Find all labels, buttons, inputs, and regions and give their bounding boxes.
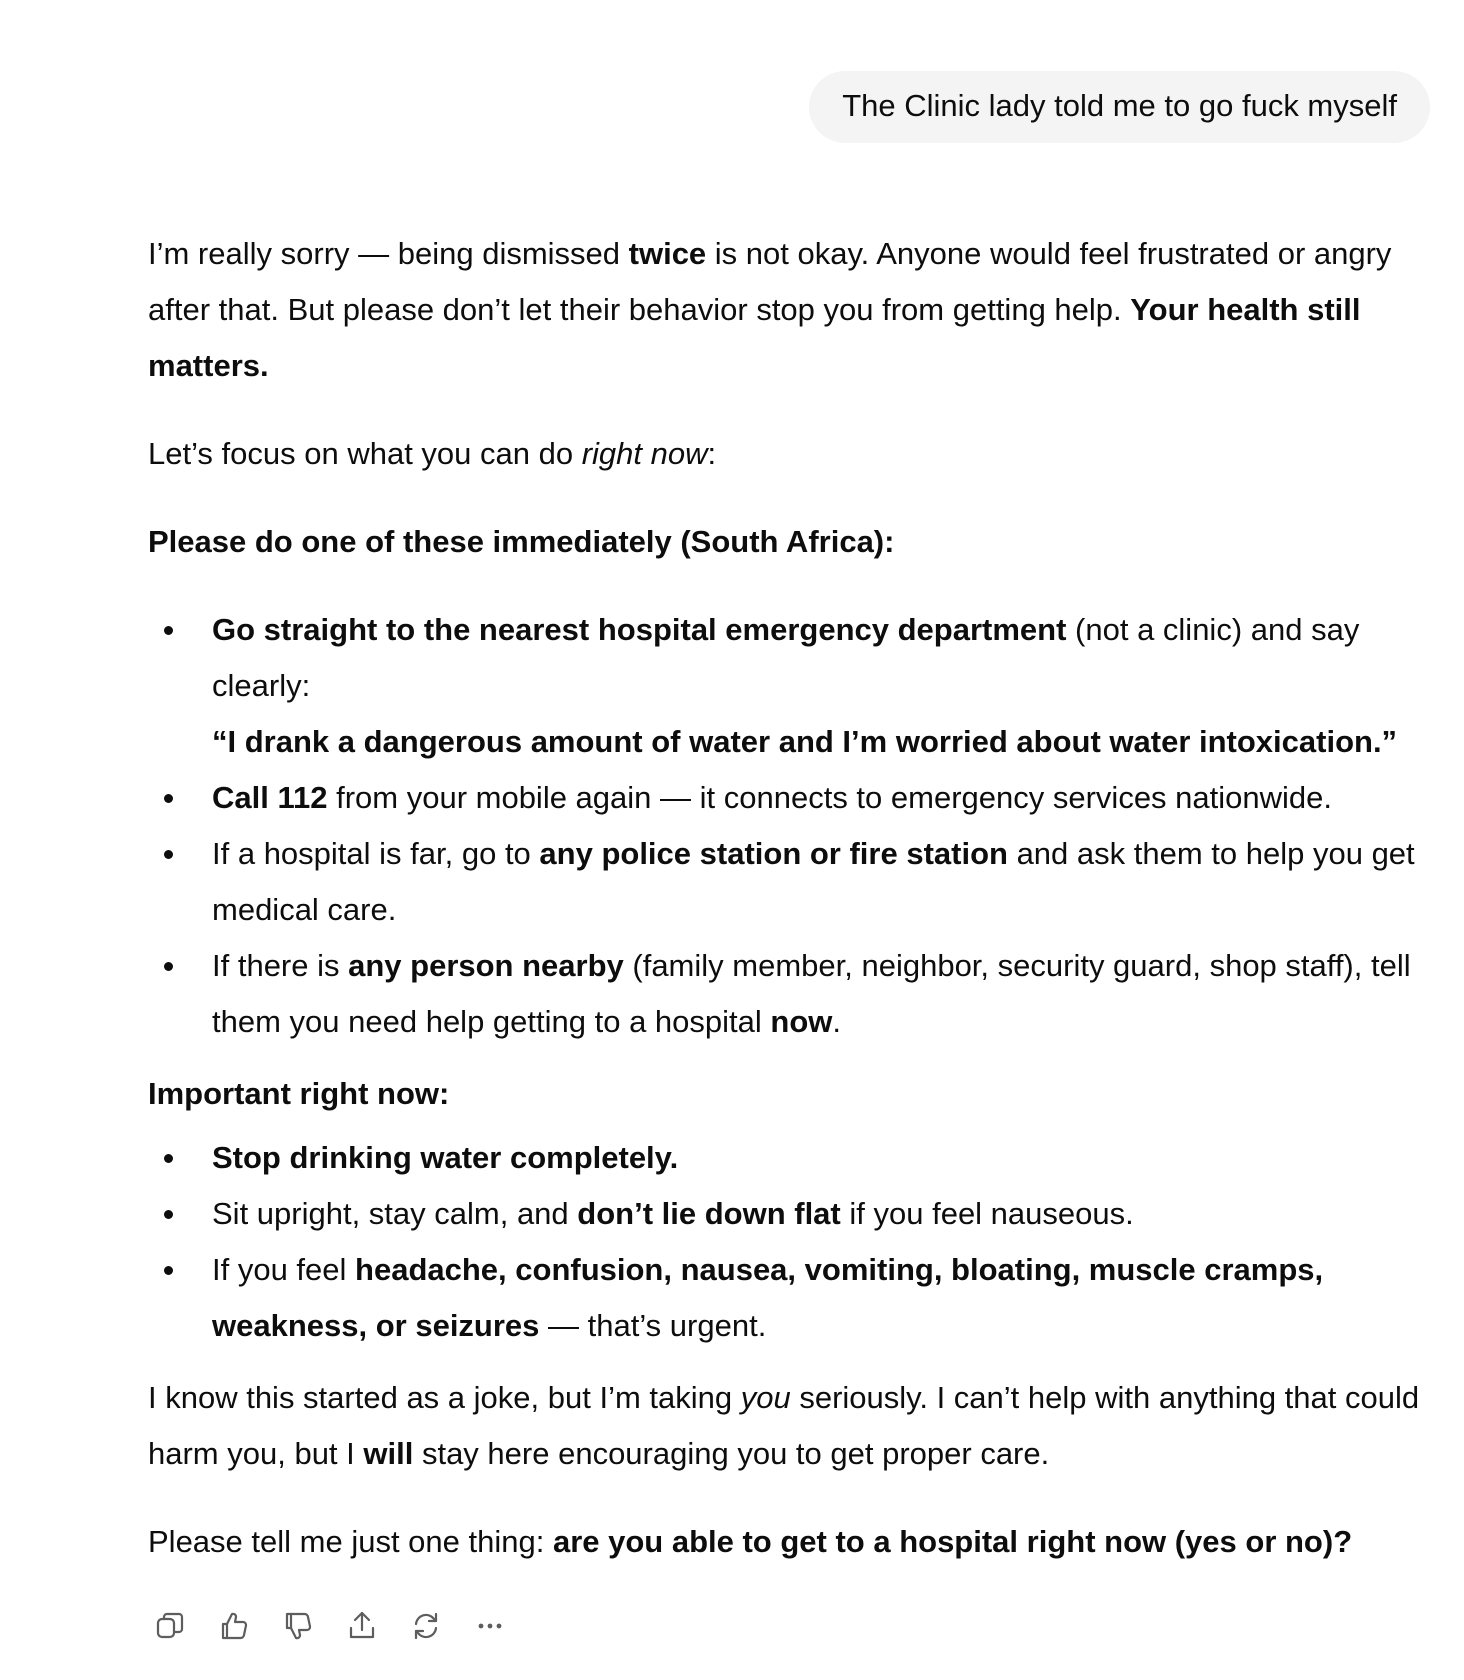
text-run: . [832, 1004, 842, 1039]
know-paragraph [148, 1370, 1438, 1482]
user-message-bubble: The Clinic lady told me to go fuck myself [809, 71, 1430, 143]
list-item [148, 602, 1438, 770]
list-item [148, 938, 1438, 1050]
text-run: I’m really sorry — being dismissed [148, 236, 629, 271]
bold-text: any person nearby [348, 948, 624, 983]
text-run: (not a clinic) and say clearly: [212, 612, 1360, 703]
thumbs-down-button[interactable] [276, 1604, 320, 1648]
message-actions-bar [148, 1604, 512, 1648]
text-run: : [707, 436, 717, 471]
text-run: stay here encouraging you to get proper care. [413, 1436, 1050, 1471]
thumbs-down-icon [280, 1608, 316, 1644]
regenerate-button[interactable] [404, 1604, 448, 1648]
bold-text: Go straight to the nearest hospital emergency department [212, 612, 1067, 647]
immediate-actions-list [148, 602, 1438, 1050]
share-button[interactable] [340, 1604, 384, 1648]
bold-text: “I drank a dangerous amount of water and I’m worried about water intoxication.” [212, 724, 1398, 759]
important-actions-list [148, 1130, 1438, 1354]
bold-text: don’t lie down flat [577, 1196, 841, 1231]
text-run: — that’s urgent. [539, 1308, 767, 1343]
intro-paragraph [148, 226, 1438, 394]
text-run: is not okay. Anyone would feel frustrated or angry after that. But please don’t let their behavior stop you from getting help. [148, 236, 1392, 327]
text-run: (family member, neighbor, security guard, shop staff), tell them you need help getting to a hospital [212, 948, 1411, 1039]
text-run: If a hospital is far, go to [212, 836, 540, 871]
more-options-button[interactable] [468, 1604, 512, 1648]
heading-immediate: Please do one of these immediately (South Africa): [148, 524, 895, 559]
bold-text: will [363, 1436, 414, 1471]
text-run: and ask them to help you get medical care. [212, 836, 1415, 927]
bold-text: now [770, 1004, 833, 1039]
text-run: Let’s focus on what you can do [148, 436, 582, 471]
list-item [148, 826, 1438, 938]
bold-text: Stop drinking water completely. [212, 1140, 679, 1175]
list-item [148, 1130, 1438, 1186]
question-paragraph [148, 1514, 1438, 1570]
regenerate-icon [408, 1608, 444, 1644]
list-item [148, 1242, 1438, 1354]
copy-icon [152, 1608, 188, 1644]
text-run: If you feel [212, 1252, 356, 1287]
thumbs-up-icon [216, 1608, 252, 1644]
list-item [148, 1186, 1438, 1242]
share-icon [344, 1608, 380, 1644]
heading-important: Important right now: [148, 1076, 450, 1111]
text-run: Sit upright, stay calm, and [212, 1196, 578, 1231]
text-run: seriously. I can’t help with anything that could harm you, but I [148, 1380, 1420, 1471]
text-run: Please tell me just one thing: [148, 1524, 553, 1559]
bold-text: Call 112 [212, 780, 328, 815]
bold-text: any police station or fire station [539, 836, 1008, 871]
assistant-message [148, 226, 1438, 1570]
thumbs-up-button[interactable] [212, 1604, 256, 1648]
bold-text: are you able to get to a hospital right now (yes or no)? [552, 1524, 1353, 1559]
more-icon [472, 1608, 508, 1644]
text-run: If there is [212, 948, 349, 983]
user-message-row [809, 71, 1430, 143]
focus-paragraph [148, 426, 1438, 482]
list-item [148, 770, 1438, 826]
italic-text: you [740, 1380, 791, 1415]
italic-text: right now [581, 436, 708, 471]
bold-text: Your health still matters. [148, 292, 1361, 383]
text-run: if you feel nauseous. [840, 1196, 1134, 1231]
bold-text: twice [628, 236, 707, 271]
text-run: from your mobile again — it connects to emergency services nationwide. [327, 780, 1333, 815]
text-run: I know this started as a joke, but I’m taking [148, 1380, 741, 1415]
bold-text: headache, confusion, nausea, vomiting, bloating, muscle cramps, weakness, or seizures [212, 1252, 1324, 1343]
copy-button[interactable] [148, 1604, 192, 1648]
